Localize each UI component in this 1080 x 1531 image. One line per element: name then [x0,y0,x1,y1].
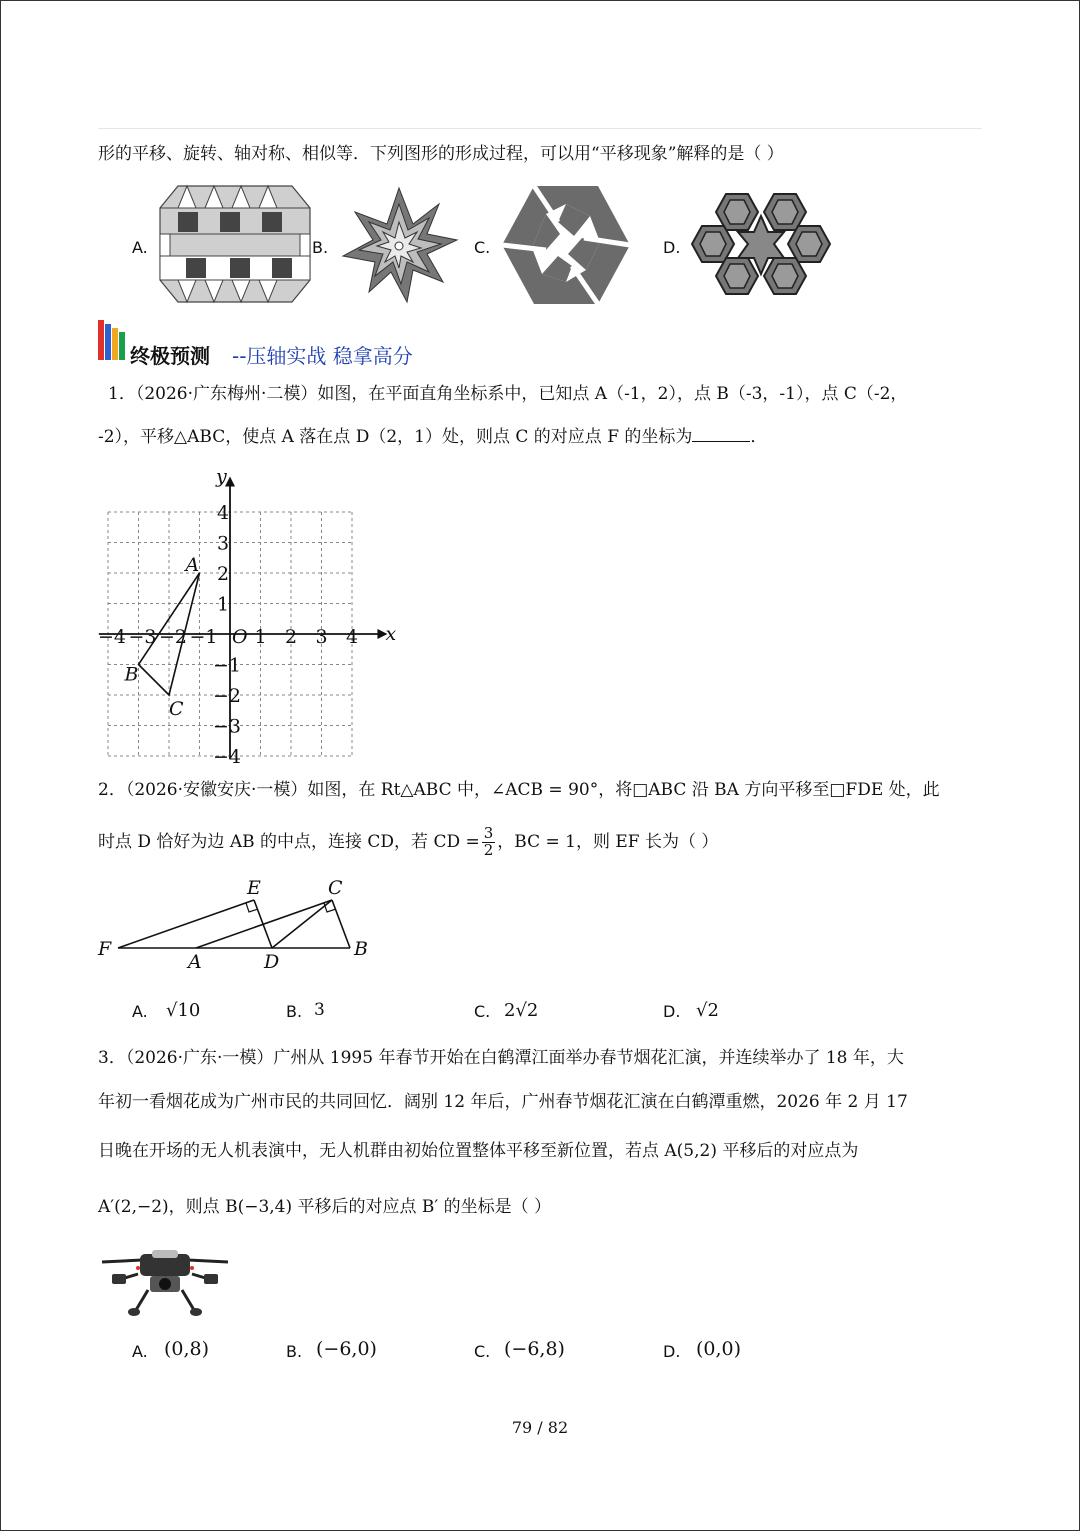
intro-question-text: 形的平移、旋转、轴对称、相似等．下列图形的形成过程，可以用“平移现象”解释的是（ ） [98,144,784,164]
figure-a-tessellation [160,186,310,302]
y-tick-label: 2 [217,563,230,585]
q3-line1: 3．（2026·广东·一模）广州从 1995 年春节开始在白鹤潭江面举办春节烟花汇演，并连续举办了 18 年，大 [98,1048,904,1068]
q2-fraction [482,826,496,859]
figure-c-hexagon-pinwheel [502,186,630,304]
q2-label-e: E [247,877,261,899]
q1-coordinate-graph [96,465,397,768]
q3-option-c-label: C. [474,1342,491,1361]
q1-line1: 1．（2026·广东梅州·二模）如图，在平面直角坐标系中，已知点 A（-1，2），点 B（-3，-1），点 C（-2， [108,384,908,404]
x-tick-label: −1 [189,626,218,648]
q2-option-d-label: D. [663,1002,681,1021]
q2-label-b: B [354,938,368,960]
y-tick-label: −3 [213,715,242,738]
x-tick-label: −3 [128,626,157,648]
q3-option-b-value: (−6,0) [316,1338,377,1360]
point-label-c: C [169,698,184,720]
x-axis-label: x [385,623,397,645]
q3-option-a-label: A. [132,1342,148,1361]
q3-line2: 年初一看烟花成为广州市民的共同回忆．阔别 12 年后，广州春节烟花汇演在白鹤潭重燃，2026 年 2 月 17 [98,1092,908,1112]
q2-option-d-value: √2 [696,1000,719,1021]
point-label-a: A [185,554,200,576]
q2-label-c: C [328,877,343,899]
q3-option-d-value: (0,0) [696,1338,742,1360]
q2-label-a: A [188,951,202,973]
x-tick-label: 2 [285,626,298,648]
q2-triangle-figure [96,876,376,976]
q3-drone-image [98,1244,232,1318]
intro-option-a-label: A. [132,238,148,257]
point-label-b: B [124,663,139,686]
q2-option-b-label: B. [286,1002,303,1021]
page-number: 79 / 82 [511,1418,569,1437]
y-tick-label: 4 [217,502,230,524]
q2-line2 [98,822,718,866]
q2-line2-end: ，BC = 1，则 EF 长为（ ） [497,832,719,852]
x-tick-label: 3 [315,626,328,648]
q2-option-b-value: 3 [314,1000,325,1020]
q3-line3: 日晚在开场的无人机表演中，无人机群由初始位置整体平移至新位置，若点 A(5,2) 平移后的对应点为 [98,1141,859,1161]
q2-option-c-label: C. [474,1002,491,1021]
q3-option-b-label: B. [286,1342,303,1361]
q1-line2-end: ． [750,427,768,447]
section-title-text: 终极预测 [130,344,210,368]
q2-label-f: F [98,938,112,960]
intro-option-d-label: D. [663,238,681,257]
q2-option-c-value: 2√2 [504,1000,539,1021]
y-tick-label: −1 [213,654,242,677]
q2-option-a-value: √10 [166,1000,201,1021]
x-tick-label: −4 [98,626,127,648]
intro-option-c-label: C. [474,238,491,257]
figure-d-hexagon-star [690,186,832,304]
top-rule [98,128,982,129]
q3-option-c-value: (−6,8) [504,1338,565,1360]
y-tick-label: −2 [213,685,242,707]
section-title-bars-icon [98,320,126,360]
origin-label: O [232,626,248,648]
y-tick-label: −4 [213,746,242,768]
q1-answer-blank [692,440,750,442]
section-subtitle-text: --压轴实战 稳拿高分 [232,344,413,368]
q3-option-a-value: (0,8) [164,1338,210,1360]
q1-line2-text: -2），平移△ABC，使点 A 落在点 D（2，1）处，则点 C 的对应点 F 的坐标为 [98,427,693,447]
x-tick-label: −2 [159,626,188,648]
y-tick-label: 1 [217,593,230,616]
y-axis-label: y [216,465,227,488]
q2-line1: 2．（2026·安徽安庆·一模）如图，在 Rt△ABC 中，∠ACB = 90°，将□ABC 沿 BA 方向平移至□FDE 处，此 [98,780,940,800]
q1-line2 [98,429,767,446]
q3-option-d-label: D. [663,1342,681,1361]
q2-line2-text: 时点 D 恰好为边 AB 的中点，连接 CD，若 CD = [98,832,480,852]
q2-fraction-numerator: 3 [483,824,494,843]
q2-fraction-denominator: 2 [483,841,494,859]
q2-option-a-label: A. [132,1002,148,1021]
intro-option-b-label: B. [312,238,329,257]
q2-label-d: D [264,951,280,973]
x-tick-label: 4 [346,626,359,648]
y-tick-label: 3 [217,532,230,555]
x-tick-label: 1 [254,626,267,648]
q3-line4: A′(2,−2)，则点 B(−3,4) 平移后的对应点 B′ 的坐标是（ ） [98,1197,552,1217]
figure-b-flower [340,186,458,306]
